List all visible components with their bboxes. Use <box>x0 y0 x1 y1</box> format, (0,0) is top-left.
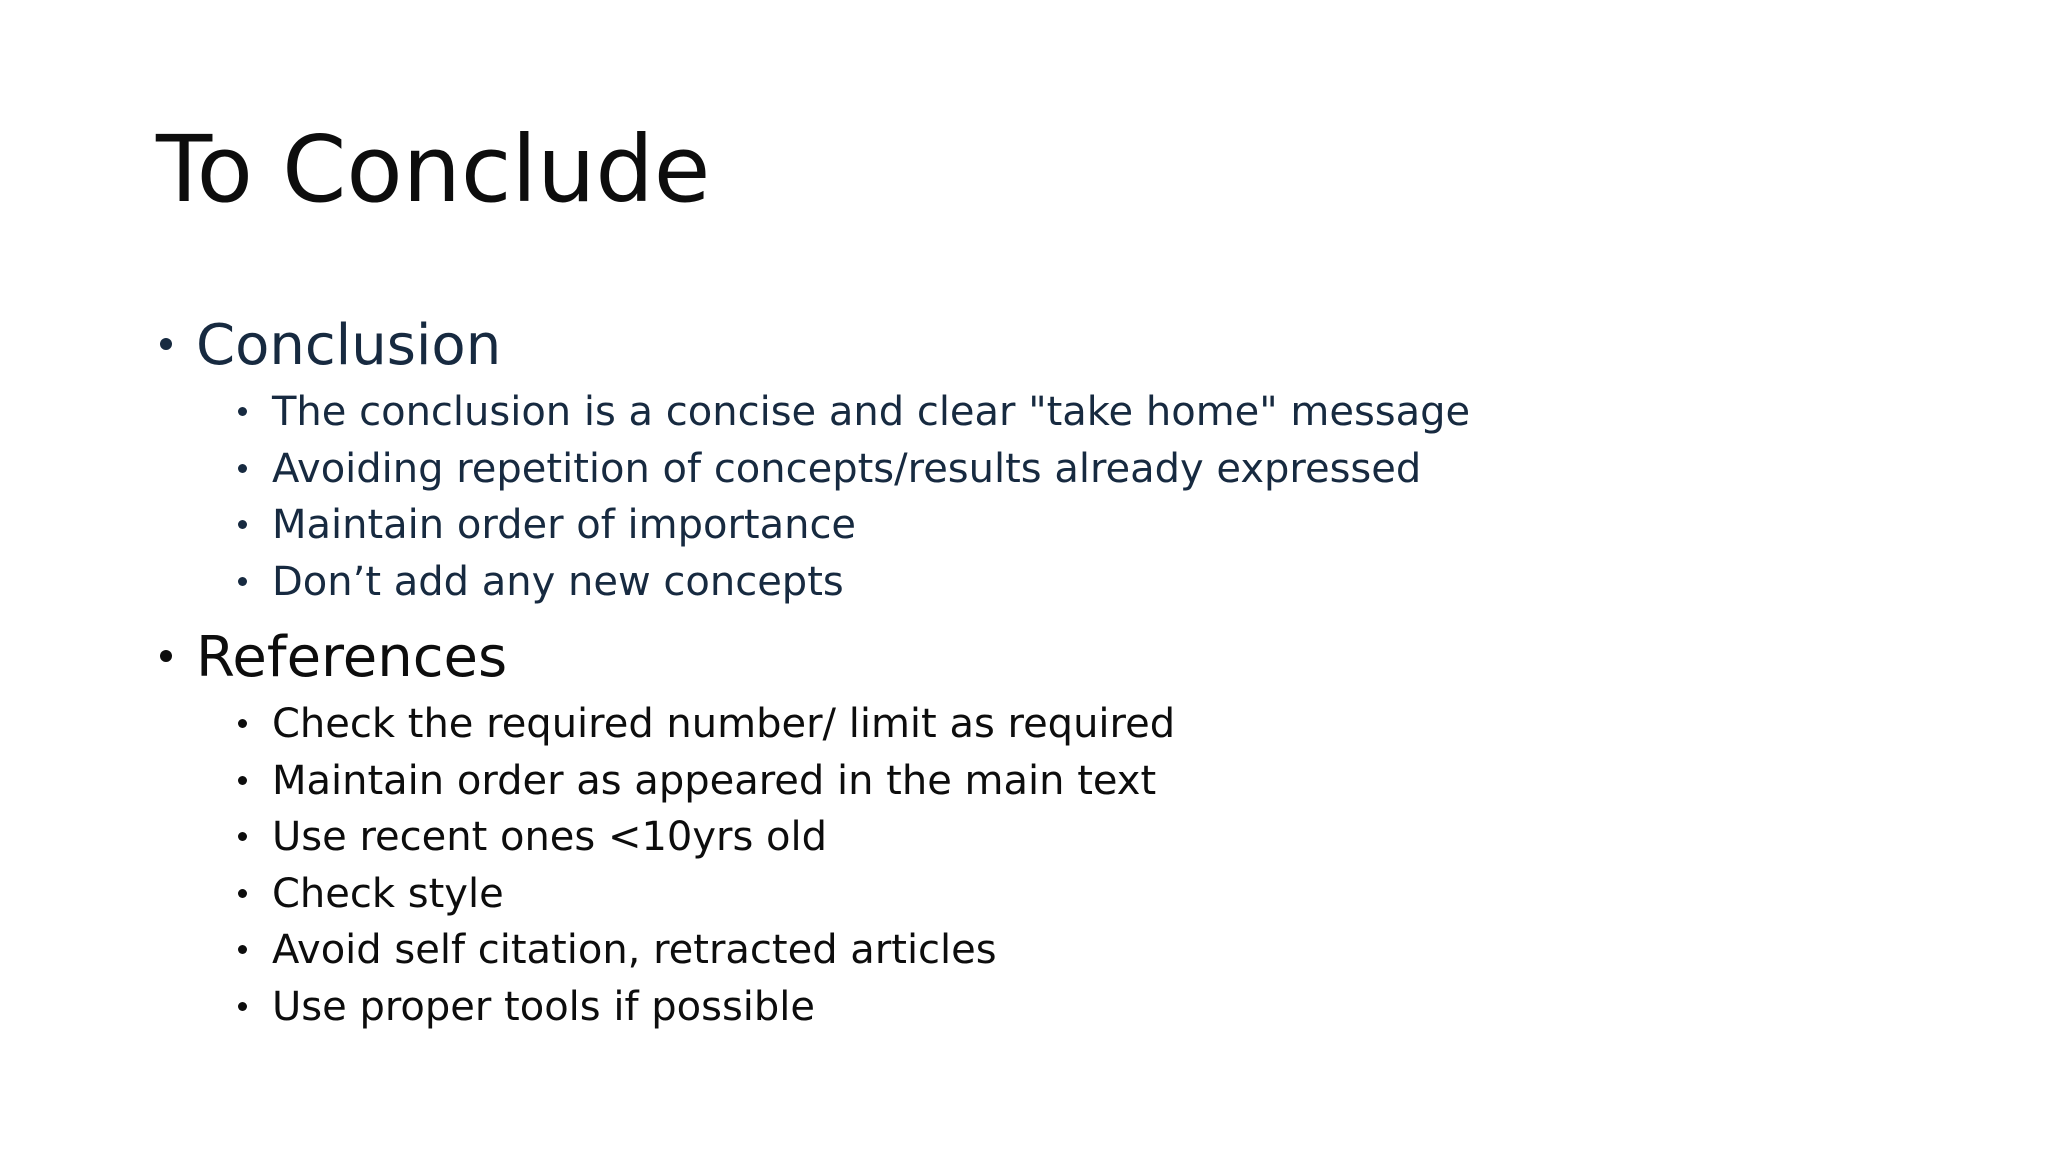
bullet-icon <box>238 832 247 841</box>
bullet-icon <box>238 776 247 785</box>
bullet-icon <box>238 719 247 728</box>
bullet-icon <box>238 464 247 473</box>
list-item-text: Use recent ones <10yrs old <box>272 814 828 860</box>
list-item <box>156 384 1470 441</box>
section-heading-text: Conclusion <box>196 313 502 378</box>
bullet-icon <box>238 577 247 586</box>
list-item-text: Check the required number/ limit as required <box>272 701 1176 747</box>
bullet-icon <box>238 1002 247 1011</box>
list-item <box>156 497 1470 554</box>
section-conclusion <box>156 308 1470 610</box>
list-item <box>156 696 1175 753</box>
list-item-text: The conclusion is a concise and clear "take home" message <box>272 389 1471 435</box>
section-heading-text: References <box>196 625 508 690</box>
list-item-text: Avoid self citation, retracted articles <box>272 927 997 973</box>
sublist-container <box>156 384 1470 610</box>
section-references <box>156 620 1175 1035</box>
bullet-icon <box>238 889 247 898</box>
conclusion-points <box>156 384 1470 610</box>
list-item <box>156 554 1470 611</box>
list-item <box>156 922 1175 979</box>
sublist-container <box>156 696 1175 1035</box>
list-item <box>156 979 1175 1036</box>
section-heading-references <box>156 620 1175 696</box>
list-item-text: Maintain order of importance <box>272 502 857 548</box>
bullet-icon <box>160 650 172 662</box>
section-heading-conclusion <box>156 308 1470 384</box>
list-item-text: Avoiding repetition of concepts/results already expressed <box>272 445 1422 492</box>
references-points <box>156 696 1175 1035</box>
list-item <box>156 753 1175 810</box>
bullet-icon <box>238 520 247 529</box>
list-item-text: Check style <box>272 870 504 917</box>
list-item-text: Maintain order as appeared in the main text <box>272 757 1157 804</box>
slide-title: To Conclude <box>156 116 711 223</box>
bullet-icon <box>160 338 172 350</box>
list-item <box>156 809 1175 866</box>
list-item-text: Don’t add any new concepts <box>272 558 844 605</box>
list-item-text: Use proper tools if possible <box>272 983 816 1030</box>
list-item <box>156 866 1175 923</box>
bullet-icon <box>238 945 247 954</box>
list-item <box>156 441 1470 498</box>
bullet-icon <box>238 407 247 416</box>
